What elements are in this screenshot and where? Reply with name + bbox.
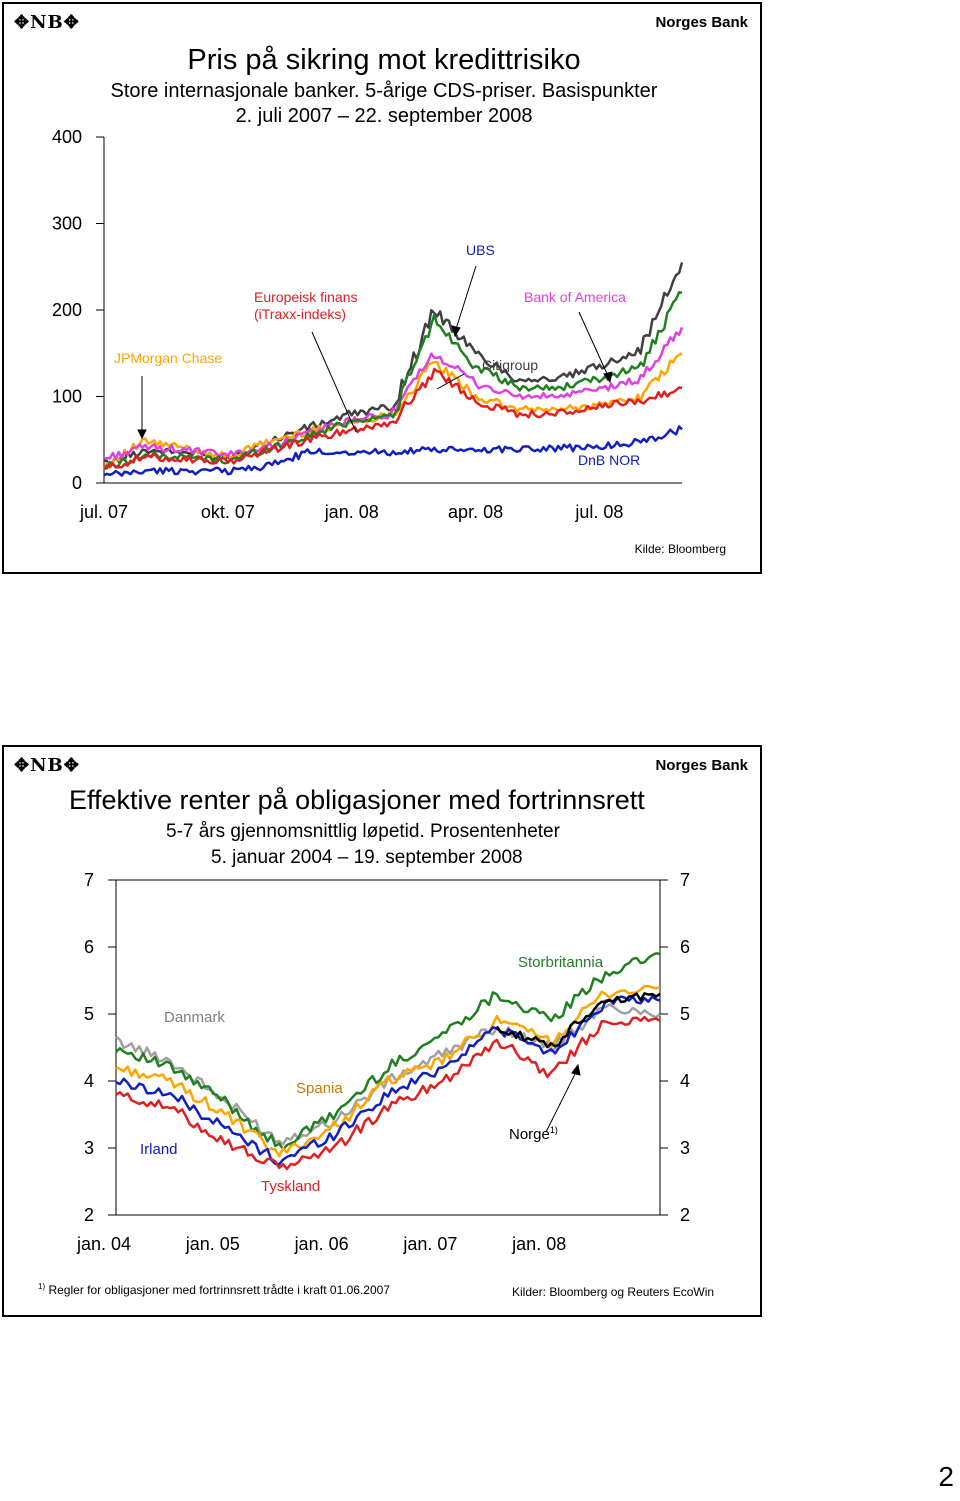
y-tick-label-right: 7: [680, 870, 691, 890]
arrow-norge: [546, 1072, 576, 1132]
label-tyskland: Tyskland: [261, 1178, 321, 1195]
label-norge-sup: 1): [549, 1125, 558, 1135]
x-tick-label: jul. 08: [575, 502, 624, 522]
slide-cds-prices: [2, 2, 762, 574]
y-tick-label-right: 3: [680, 1138, 691, 1158]
y-tick-label-right: 4: [680, 1071, 691, 1091]
cds-line-chart: [4, 4, 760, 572]
series-line-tyskland: [116, 1017, 660, 1169]
y-tick-label: 2: [83, 1205, 94, 1225]
norges-bank-logo: ✥NB✥: [14, 12, 80, 33]
chart-subtitle: 5-7 års gjennomsnittlig løpetid. Prosentenheter: [166, 821, 560, 842]
x-tick-label: apr. 08: [448, 502, 504, 522]
y-tick-label: 3: [83, 1138, 94, 1158]
label-storbritannia: Storbritannia: [518, 954, 604, 971]
label-citigroup: Citigroup: [482, 357, 539, 373]
chart-title: Effektive renter på obligasjoner med fortrinnsrett: [69, 785, 645, 815]
label-itraxx: (iTraxx-indeks): [254, 306, 347, 322]
x-tick-label: jan. 08: [512, 1234, 567, 1254]
y-tick-label: 5: [83, 1004, 94, 1024]
y-tick-label-right: 5: [680, 1004, 691, 1024]
arrow-europeisk: [312, 332, 356, 432]
label-jpmorgan: JPMorgan Chase: [114, 350, 223, 366]
y-tick-label: 400: [51, 127, 82, 147]
chart-date-range: 2. juli 2007 – 22. september 2008: [235, 105, 533, 127]
source-note: Kilde: Bloomberg: [634, 542, 726, 556]
bank-name: Norges Bank: [655, 14, 748, 31]
label-norge-text: Norge: [509, 1126, 550, 1143]
label-irland: Irland: [140, 1141, 178, 1158]
label-dnb-nor: DnB NOR: [578, 452, 641, 468]
label-danmark: Danmark: [164, 1009, 225, 1026]
x-tick-label: okt. 07: [200, 502, 255, 522]
x-tick-label: jan. 06: [294, 1234, 349, 1254]
bank-name: Norges Bank: [655, 757, 748, 774]
y-tick-label: 6: [83, 937, 94, 957]
footnote-mark: 1): [38, 1282, 46, 1291]
norges-bank-logo: ✥NB✥: [14, 755, 80, 776]
y-tick-label: 0: [71, 473, 82, 493]
arrowhead-ubs: [452, 326, 460, 336]
footnote: [38, 1282, 390, 1297]
y-tick-label: 7: [83, 870, 94, 890]
source-note: Kilder: Bloomberg og Reuters EcoWin: [512, 1285, 715, 1299]
x-tick-label: jan. 07: [403, 1234, 458, 1254]
slide-covered-bond-yields: [2, 745, 762, 1317]
x-tick-label: jul. 07: [79, 502, 129, 522]
arrowhead-jpmorgan: [138, 430, 146, 438]
annotation-arrows: [546, 1065, 580, 1132]
label-bank-of-america: Bank of America: [524, 289, 626, 305]
x-tick-label: jan. 04: [76, 1234, 132, 1254]
chart-title: Pris på sikring mot kredittrisiko: [187, 44, 581, 76]
bond-yield-line-chart: [4, 747, 760, 1315]
y-tick-label: 4: [83, 1071, 94, 1091]
x-tick-label: jan. 08: [324, 502, 379, 522]
chart-date-range: 5. januar 2004 – 19. september 2008: [211, 847, 523, 868]
label-ubs: UBS: [466, 242, 495, 258]
arrow-ubs: [456, 266, 476, 329]
chart-subtitle: Store internasjonale banker. 5-årige CDS-priser. Basispunkter: [110, 80, 658, 102]
y-tick-label-right: 6: [680, 937, 691, 957]
arrowhead-norge: [572, 1065, 580, 1075]
y-tick-label: 100: [51, 386, 82, 407]
x-tick-label: jan. 05: [185, 1234, 240, 1254]
chart-series: [116, 953, 660, 1169]
label-spania: Spania: [296, 1080, 343, 1097]
y-tick-label: 300: [51, 213, 82, 234]
series-line-storbritannia: [116, 953, 660, 1149]
footnote-text: Regler for obligasjoner med fortrinnsrett trådte i kraft 01.06.2007: [48, 1283, 390, 1297]
label-norge: [509, 1125, 558, 1143]
page-number: 2: [938, 1461, 954, 1492]
y-tick-label-right: 2: [680, 1205, 691, 1225]
series-line-jpmorgan-chase: [104, 292, 682, 468]
y-tick-label: 200: [51, 300, 82, 320]
label-europeisk-finans: Europeisk finans: [254, 289, 358, 305]
